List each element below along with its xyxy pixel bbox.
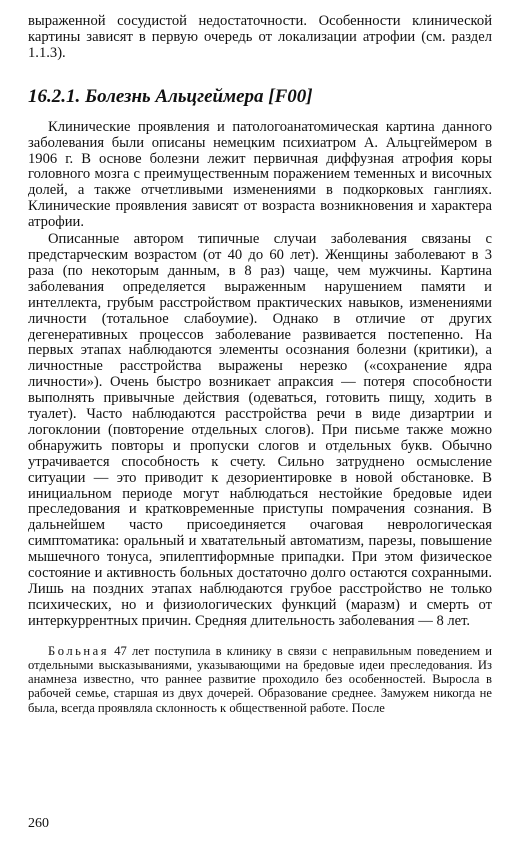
page-number: 260 bbox=[28, 816, 49, 831]
case-label: Больная bbox=[48, 643, 110, 658]
intro-paragraph: выраженной сосудистой недостаточности. Особенности клинической картины зависят в первую очередь от локализации атрофии (см. раздел 1.1.3). bbox=[28, 13, 492, 61]
section-heading: 16.2.1. Болезнь Альцгеймера [F00] bbox=[28, 85, 313, 107]
body-paragraph-2: Описанные автором типичные случаи заболевания связаны с предстарческим возрастом (от 40 до 60 лет). Женщины заболевают в 3 раза (по некоторым данным, в 8 раз) чаще, чем мужчины. Картина заболевания определяется выраженным нарушением памяти и интеллекта, грубым расстройством практических навыков, изменениями личности (тотальное слабоумие). Однако в отличие от других дегенеративных процессов заболевание развивается постепенно. На первых этапах наблюдаются элементы осознания болезни (критики), а личностные расстройства выражены нерезко («сохранение ядра личности»). Очень быстро возникает апраксия — потеря способности выполнять привычные действия (одеваться, готовить пищу, ходить в туалет). Часто наблюдаются расстройства речи в виде дизартрии и логоклонии (повторение отдельных слогов). При письме также можно обнаружить повторы и пропуски слогов и отдельных букв. Обычно утрачивается способность к счету. Сильно затруднено осмысление ситуации — это приводит к дезориентировке в новой обстановке. В инициальном периоде могут наблюдаться нестойкие бредовые идеи преследования и кратковременные приступы помрачения сознания. В дальнейшем часто присоединяется очаговая неврологическая симптоматика: оральный и хватательный автоматизм, парезы, повышение мышечного тонуса, эпилептиформные припадки. При этом физическое состояние и активность больных достаточно долго остаются сохранными. Лишь на поздних этапах наблюдаются грубое расстройство не только психических, но и физиологических функций (маразм) и смерть от интеркуррентных причин. Средняя длительность заболевания — 8 лет. bbox=[28, 231, 492, 629]
case-text: 47 лет поступила в клинику в связи с неправильным поведением и отдельными высказываниями, указывающими на бредовые идеи преследования. Из анамнеза известно, что раннее развитие проходило без особенностей. Выросла в рабочей семье, старшая из двух дочерей. Образование среднее. Замужем никогда не была, всегда проявляла склонность к общественной работе. После bbox=[28, 643, 492, 715]
book-page bbox=[28, 14, 492, 727]
case-paragraph bbox=[28, 644, 492, 715]
spacer bbox=[28, 62, 492, 86]
body-paragraph-1: Клинические проявления и патологоанатомическая картина данного заболевания были описаны немецким психиатром А. Альцгеймером в 1906 г. В основе болезни лежит первичная диффузная атрофия коры головного мозга с преимущественным поражением теменных и височных долей, а также отчетливыми изменениями в подкорковых ганглиях. Клинические проявления зависят от возраста возникновения и характера атрофии. bbox=[28, 118, 492, 231]
